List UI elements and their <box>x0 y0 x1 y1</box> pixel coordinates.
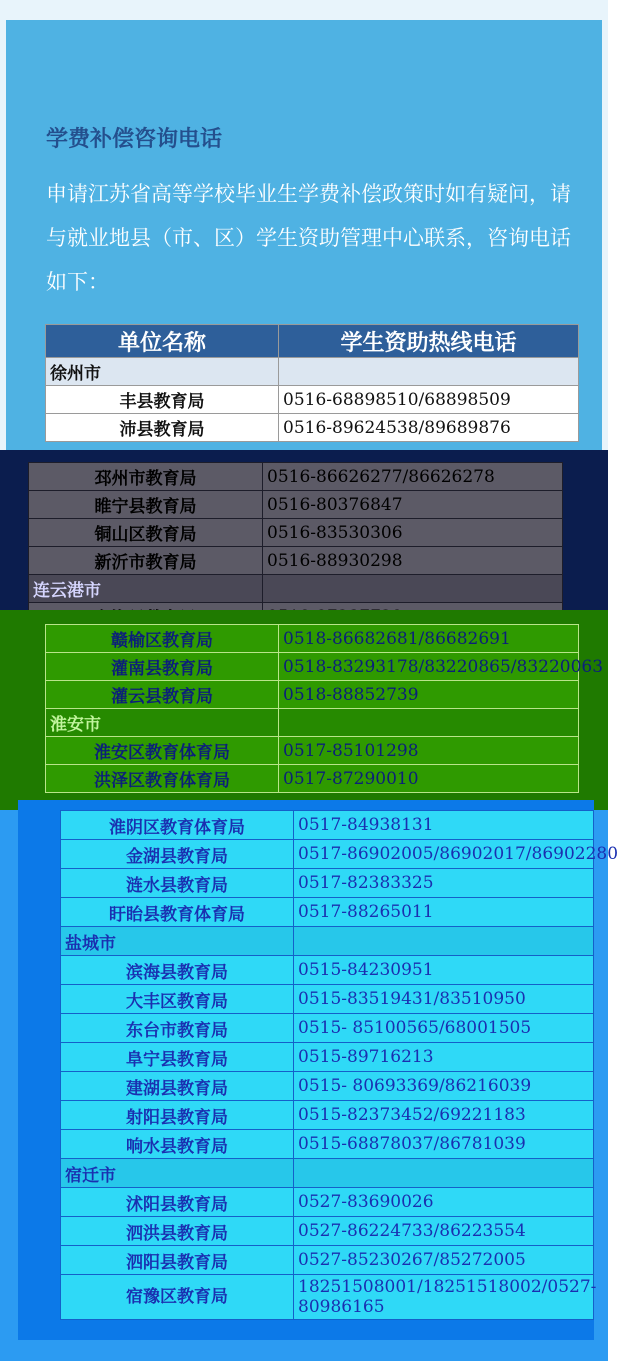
city-name-cell: 连云港市 <box>29 575 263 603</box>
unit-name-cell: 涟水县教育局 <box>61 869 294 898</box>
unit-name-cell: 铜山区教育局 <box>29 519 263 547</box>
hotline-phone-cell <box>279 358 579 386</box>
city-row <box>61 1159 594 1188</box>
table-row <box>61 811 594 840</box>
unit-name-cell: 新沂市教育局 <box>29 547 263 575</box>
table-row <box>29 491 563 519</box>
table-row <box>29 547 563 575</box>
hotline-phone-cell: 0516-80376847 <box>263 491 563 519</box>
hotline-phone-cell: 0516-86626277/86626278 <box>263 463 563 491</box>
hotline-phone-cell: 0518-86682681/86682691 <box>279 625 579 653</box>
table-row <box>61 1246 594 1275</box>
city-name-cell: 淮安市 <box>46 709 279 737</box>
hotline-phone-cell: 0515-84230951 <box>294 956 594 985</box>
unit-name-cell: 淮阴区教育体育局 <box>61 811 294 840</box>
hotline-phone-cell <box>263 575 563 603</box>
city-name-cell: 宿迁市 <box>61 1159 294 1188</box>
hotline-phone-cell: 0527-83690026 <box>294 1188 594 1217</box>
unit-name-cell: 大丰区教育局 <box>61 985 294 1014</box>
table-row <box>29 463 563 491</box>
table-row <box>46 625 579 653</box>
section-title: 学费补偿咨询电话 <box>46 127 223 152</box>
table-row <box>61 956 594 985</box>
hotline-phone-cell: 0515- 80693369/86216039 <box>294 1072 594 1101</box>
unit-name-cell: 邳州市教育局 <box>29 463 263 491</box>
table-row <box>46 681 579 709</box>
hotline-phone-cell: 18251508001/18251518002/0527-80986165 <box>294 1275 594 1320</box>
header-hotline: 学生资助热线电话 <box>279 325 579 358</box>
hotline-phone-cell: 0527-85230267/85272005 <box>294 1246 594 1275</box>
hotline-phone-cell <box>294 1159 594 1188</box>
hotline-phone-cell: 0515-68878037/86781039 <box>294 1130 594 1159</box>
city-name-cell: 盐城市 <box>61 927 294 956</box>
unit-name-cell: 射阳县教育局 <box>61 1101 294 1130</box>
unit-name-cell: 泗阳县教育局 <box>61 1246 294 1275</box>
table-band-2 <box>0 450 608 610</box>
unit-name-cell: 丰县教育局 <box>46 386 279 414</box>
city-row <box>29 575 563 603</box>
hotline-phone-cell: 0517-87290010 <box>279 765 579 793</box>
table-row <box>61 1014 594 1043</box>
unit-name-cell: 金湖县教育局 <box>61 840 294 869</box>
hotline-phone-cell: 0517-88265011 <box>294 898 594 927</box>
unit-name-cell: 灌南县教育局 <box>46 653 279 681</box>
table-row <box>46 737 579 765</box>
table-row <box>61 1072 594 1101</box>
hotline-phone-cell: 0515-82373452/69221183 <box>294 1101 594 1130</box>
table-row <box>61 1101 594 1130</box>
city-row <box>46 358 579 386</box>
hotline-table-part-1 <box>45 324 579 442</box>
table-band-4 <box>0 810 618 1361</box>
hotline-phone-cell: 0516-89624538/89689876 <box>279 414 579 442</box>
unit-name-cell: 灌云县教育局 <box>46 681 279 709</box>
header-unit-name: 单位名称 <box>46 325 279 358</box>
hotline-phone-cell: 0516-68898510/68898509 <box>279 386 579 414</box>
unit-name-cell: 泗洪县教育局 <box>61 1217 294 1246</box>
unit-name-cell: 沭阳县教育局 <box>61 1188 294 1217</box>
hotline-phone-cell: 0516-83530306 <box>263 519 563 547</box>
hotline-table-part-3 <box>45 624 604 793</box>
table-row <box>61 1130 594 1159</box>
unit-name-cell: 建湖县教育局 <box>61 1072 294 1101</box>
table-row <box>46 765 579 793</box>
hotline-phone-cell: 0517-86902005/86902017/86902280 <box>294 840 594 869</box>
hotline-table-part-2 <box>28 462 563 631</box>
unit-name-cell: 睢宁县教育局 <box>29 491 263 519</box>
unit-name-cell: 沛县教育局 <box>46 414 279 442</box>
table-header-row <box>46 325 579 358</box>
unit-name-cell: 滨海县教育局 <box>61 956 294 985</box>
hotline-phone-cell <box>294 927 594 956</box>
hotline-phone-cell: 0517-82383325 <box>294 869 594 898</box>
table-row <box>61 1217 594 1246</box>
unit-name-cell: 宿豫区教育局 <box>61 1275 294 1320</box>
table-row <box>61 869 594 898</box>
hotline-phone-cell: 0515- 85100565/68001505 <box>294 1014 594 1043</box>
unit-name-cell: 洪泽区教育体育局 <box>46 765 279 793</box>
unit-name-cell: 盱眙县教育体育局 <box>61 898 294 927</box>
hotline-phone-cell: 0516-88930298 <box>263 547 563 575</box>
hotline-phone-cell: 0517-85101298 <box>279 737 579 765</box>
city-row <box>46 709 579 737</box>
hotline-phone-cell <box>279 709 579 737</box>
hotline-phone-cell: 0518-88852739 <box>279 681 579 709</box>
table-band-3 <box>0 610 608 810</box>
intro-text: 申请江苏省高等学校毕业生学费补偿政策时如有疑问，请与就业地县（市、区）学生资助管理中心联系，咨询电话如下： <box>46 182 571 294</box>
hotline-phone-cell: 0515-89716213 <box>294 1043 594 1072</box>
hotline-phone-cell: 0517-84938131 <box>294 811 594 840</box>
table-row <box>61 840 594 869</box>
table-row <box>61 1043 594 1072</box>
table-row <box>46 414 579 442</box>
unit-name-cell: 阜宁县教育局 <box>61 1043 294 1072</box>
unit-name-cell: 淮安区教育体育局 <box>46 737 279 765</box>
table-row <box>61 985 594 1014</box>
hotline-phone-cell: 0527-86224733/86223554 <box>294 1217 594 1246</box>
table-row <box>61 898 594 927</box>
hotline-table-part-4 <box>60 810 618 1320</box>
table-row <box>29 519 563 547</box>
unit-name-cell: 响水县教育局 <box>61 1130 294 1159</box>
table-row <box>61 1275 594 1320</box>
hotline-phone-cell: 0518-83293178/83220865/83220063 <box>279 653 579 681</box>
hotline-phone-cell: 0515-83519431/83510950 <box>294 985 594 1014</box>
table-row <box>46 386 579 414</box>
unit-name-cell: 赣榆区教育局 <box>46 625 279 653</box>
table-row <box>46 653 579 681</box>
city-row <box>61 927 594 956</box>
city-name-cell: 徐州市 <box>46 358 279 386</box>
unit-name-cell: 东台市教育局 <box>61 1014 294 1043</box>
table-row <box>61 1188 594 1217</box>
